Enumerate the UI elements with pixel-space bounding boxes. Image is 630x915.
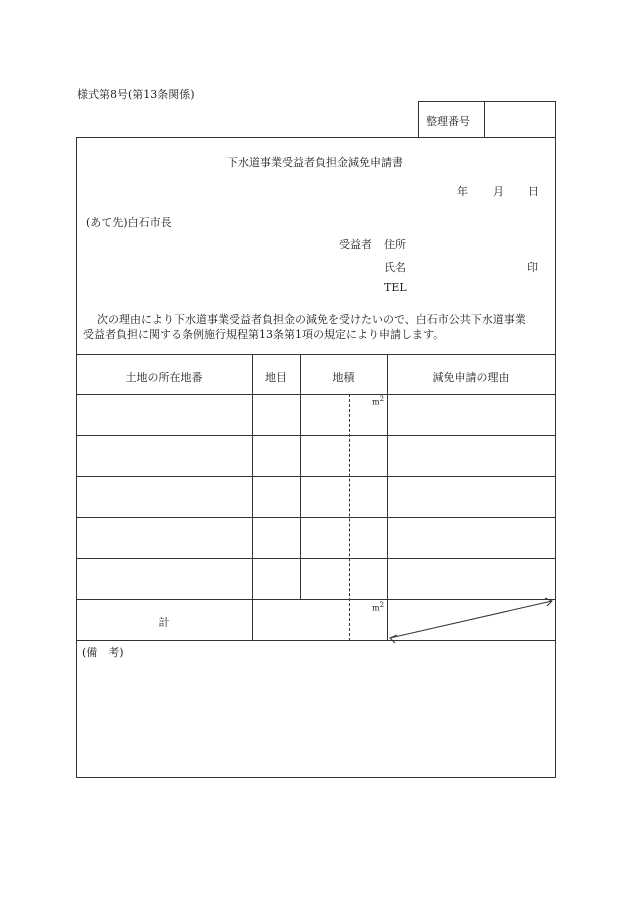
seal-mark: 印 — [527, 261, 538, 274]
remarks-field[interactable] — [78, 660, 554, 775]
header-area: 地積 — [332, 371, 355, 384]
area-unit: m2 — [372, 395, 385, 407]
header-location: 土地の所在地番 — [125, 371, 203, 384]
statement-line-2: 受益者負担に関する条例施行規程第13条第1項の規定により申請します。 — [83, 328, 445, 341]
form-number: 様式第8号(第13条関係) — [77, 88, 195, 101]
name-label: 氏名 — [384, 261, 406, 274]
applicant-role: 受益者 — [339, 238, 372, 251]
date-day: 日 — [528, 185, 539, 198]
total-area-unit: m2 — [372, 601, 385, 613]
header-reason: 減免申請の理由 — [432, 371, 510, 384]
reference-number-label: 整理番号 — [426, 115, 470, 128]
address-label: 住所 — [384, 238, 406, 251]
statement-line-1: 次の理由により下水道事業受益者負担金の減免を受けたいので、白石市公共下水道事業 — [97, 313, 526, 326]
remarks-label: (備 考) — [82, 646, 124, 659]
date-year: 年 — [457, 185, 468, 198]
header-category: 地目 — [265, 371, 287, 384]
page-title: 下水道事業受益者負担金減免申請書 — [227, 156, 403, 169]
date-month: 月 — [493, 185, 504, 198]
tel-label: TEL — [384, 281, 407, 294]
total-label: 計 — [158, 616, 170, 629]
addressee: (あて先)白石市長 — [86, 216, 172, 229]
